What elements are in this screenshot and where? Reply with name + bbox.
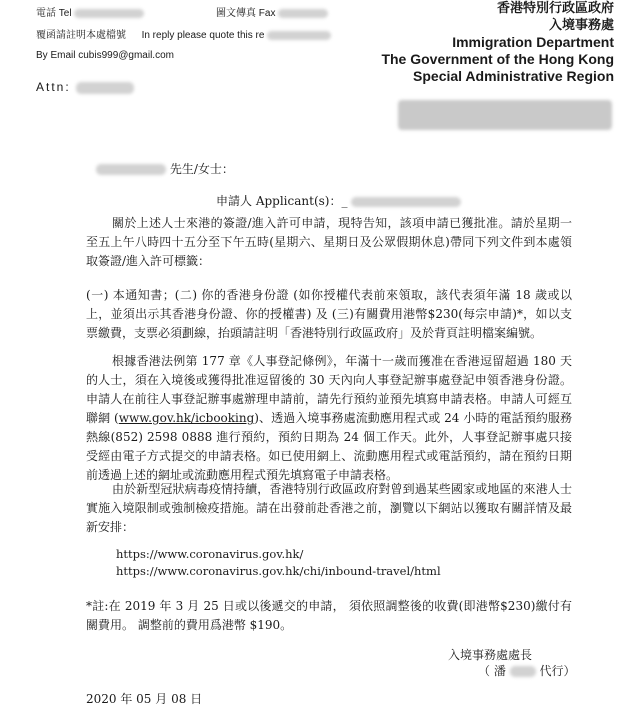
dept-english: Immigration Department [452,34,614,50]
department-letterhead [381,0,614,85]
attn-line [36,80,134,94]
gov-chinese: 香港特別行政區政府 [496,1,614,16]
redacted-address [398,100,612,130]
redaction [267,31,331,40]
redaction [351,197,461,207]
applicant-label: 申請人 Applicant(s)：_ [216,194,348,208]
reference-line [36,26,331,41]
letter-date: 2020 年 05 月 08 日 [86,692,203,706]
attn-label: Attn: [36,80,71,94]
applicant-line [216,192,461,209]
redaction [76,82,134,94]
registration-text-a: 根據香港法例第 177 章《人事登記條例》，年滿十一歲而獲准在香港逗留超過 180 天的人士，須在入境後或獲得批准逗留後的 30 天內向人事登記辦事處登記申領香港身份證。申請人在前往人事登記辦事處辦理申請前，請先行預約並預先填寫申請表格。申請人可經互聯網 ( [86,354,572,425]
approval-paragraph: 關於上述人士來港的簽證/進入許可申請，現特告知，該項申請已獲批准。請於星期一至五上午八時四十五分至下午五時(星期六、星期日及公眾假期休息)帶同下列文件到本處領取簽證/進入許可標籤： [86,216,572,268]
registration-paragraph [86,352,572,485]
redaction [74,9,144,18]
redaction [510,666,536,677]
covid-paragraph: 由於新型冠狀病毒疫情持續，香港特別行政區政府對曾到過某些國家或地區的來港人士實施入境限制或強制檢疫措施。請在出發前赴香港之前，瀏覽以下網站以獲取有關詳情及最新安排： [86,482,572,534]
icbooking-link[interactable]: www.gov.hk/icbooking [118,411,255,425]
region-english: Special Administrative Region [413,68,614,84]
salutation: 先生/女士： [169,162,234,176]
signatory-title: 入境事務處處長 [448,648,533,662]
fax-label: 圖文傳真 Fax [216,8,276,19]
inbound-travel-url[interactable]: https://www.coronavirus.gov.hk/chi/inbound-travel/html [116,564,441,578]
coronavirus-url[interactable]: https://www.coronavirus.gov.hk/ [116,547,304,561]
ref-label: 覆函請註明本處檔號 [36,30,126,41]
fee-note: *註:在 2019 年 3 月 25 日或以後遞交的申請， 須依照調整後的收費(即港幣$230)繳付有關費用。 調整前的費用爲港幣 $190。 [86,599,572,632]
dept-chinese: 入境事務處 [548,18,614,33]
documents-paragraph: (一) 本通知書；(二) 你的香港身份證 (如你授權代表前來領取，該代表須年滿 18 歲或以上，並須出示其香港身份證、你的授權書) 及 (三)有關費用港幣$230(每宗申請)*，如以支票繳費，支票必須劃線，抬頭請註明「香港特別行政區政府」及於背頁註明檔案編號。 [86,288,572,340]
fax-line [216,4,328,19]
redaction [278,9,328,18]
tel-line [36,4,144,19]
redaction [96,164,166,175]
signatory-name: （ 潘 代行） [478,664,576,678]
gov-english: The Government of the Hong Kong [381,51,614,67]
email-line: By Email cubis999@gmail.com [36,50,174,61]
registration-text-b: )、透過入境事務處流動應用程式或 24 小時的電話預約服務熱線(852) 2598 0888 進行預約，預約日期為 24 個工作天。此外，人事登記辦事處只接受經由電子方式提交的申請表格。如已使用網上、流動應用程式或電話預約，請在預約日期前透過上述的網址或流動應用程式預先填寫電子申請表格。 [86,411,572,482]
salutation-line [96,160,234,177]
ref-english: In reply please quote this re [141,30,265,41]
tel-label: 電話 Tel [36,8,72,19]
